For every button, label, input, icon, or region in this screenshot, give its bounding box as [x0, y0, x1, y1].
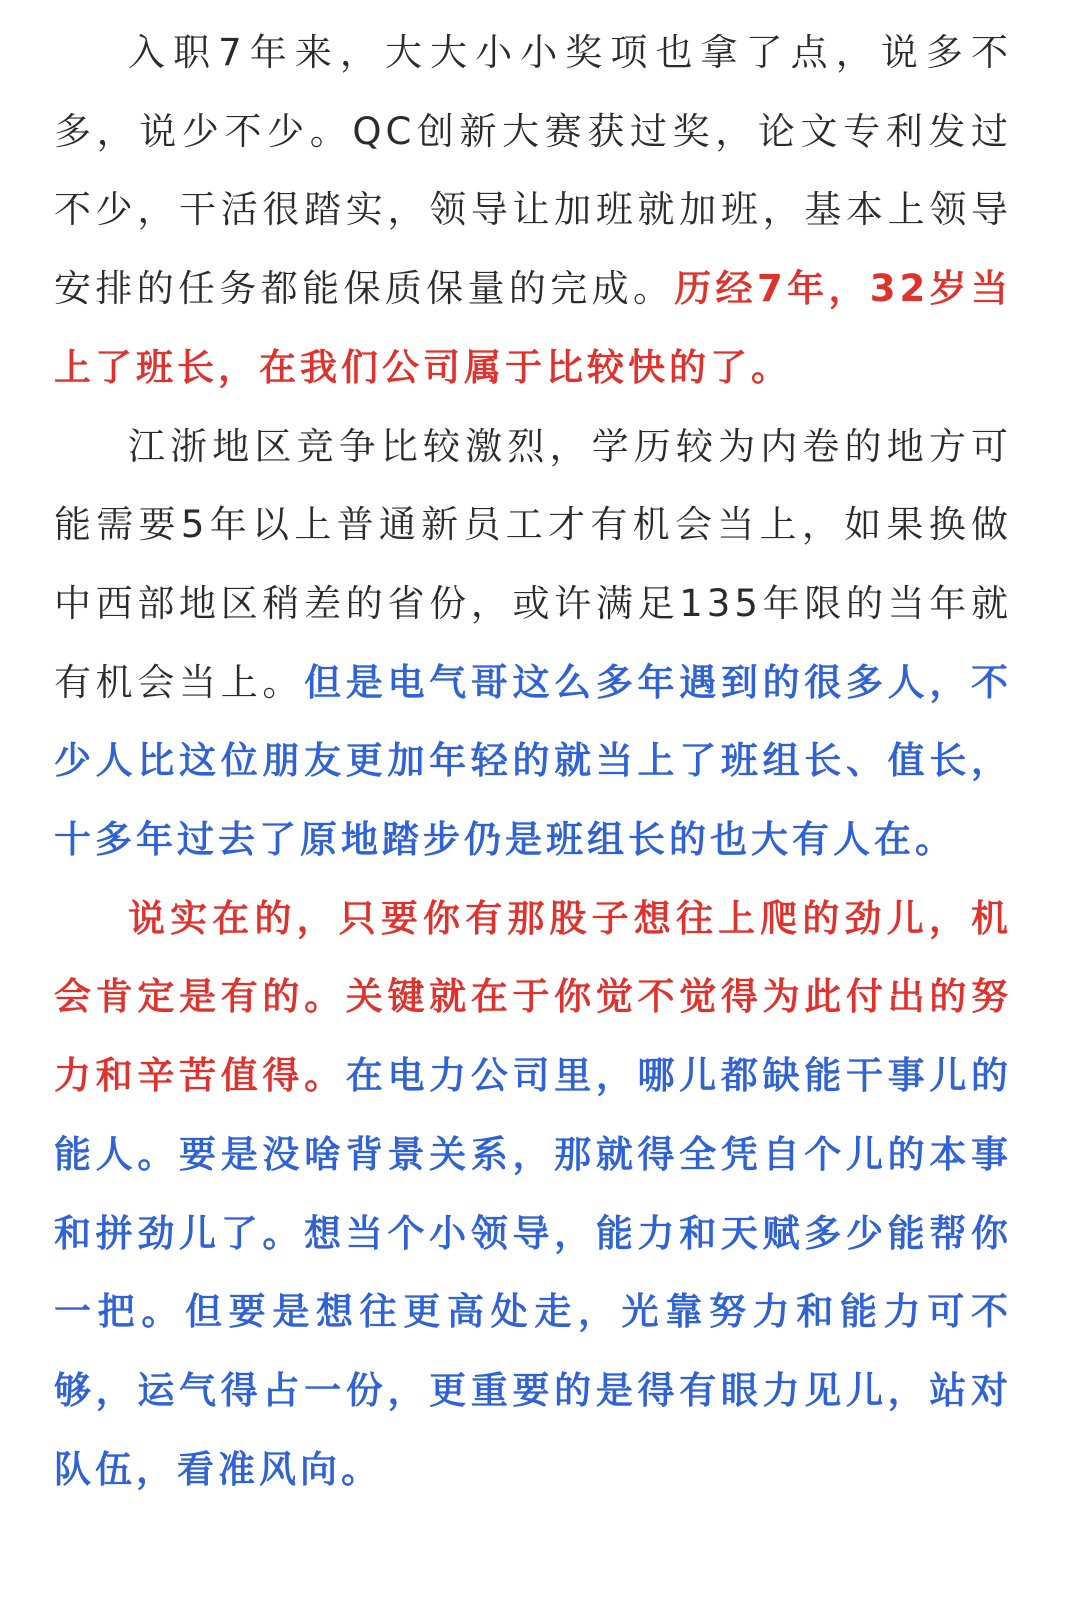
article-body [54, 14, 1012, 1509]
paragraph-1-text: 入职7年来，大大小小奖项也拿了点，说多不多，说少不少。QC创新大赛获过奖，论文专利发过不少，干活很踏实，领导让加班就加班，基本上领导安排的任务都能保质保量的完成。 [54, 31, 1012, 311]
paragraph-3-blue-highlight: 在电力公司里，哪儿都缺能干事儿的能人。要是没啥背景关系，那就得全凭自个儿的本事和拼劲儿了。想当个小领导，能力和天赋多少能帮你一把。但要是想往更高处走，光靠努力和能力可不够，运气得占一份，更重要的是得有眼力见儿，站对队伍，看准风向。 [54, 1054, 1013, 1491]
paragraph-3-red-highlight: 说实在的，只要你有那股子想往上爬的劲儿，机会肯定是有的。关键就在于你觉不觉得为此付出的努力和辛苦值得。 [54, 896, 1012, 1098]
paragraph-2-text: 江浙地区竞争比较激烈，学历较为内卷的地方可能需要5年以上普通新员工才有机会当上，如果换做中西部地区稍差的省份，或许满足135年限的当年就有机会当上。 [54, 424, 1012, 704]
paragraph-1-red-highlight: 历经7年，32岁当上了班长，在我们公司属于比较快的了。 [54, 267, 1013, 389]
paragraph-1 [54, 14, 1012, 408]
paragraph-3 [54, 880, 1012, 1510]
paragraph-2-blue-highlight: 但是电气哥这么多年遇到的很多人，不少人比这位朋友更加年轻的就当上了班组长、值长，十多年过去了原地踏步仍是班组长的也大有人在。 [54, 660, 1013, 862]
paragraph-2 [54, 408, 1012, 880]
